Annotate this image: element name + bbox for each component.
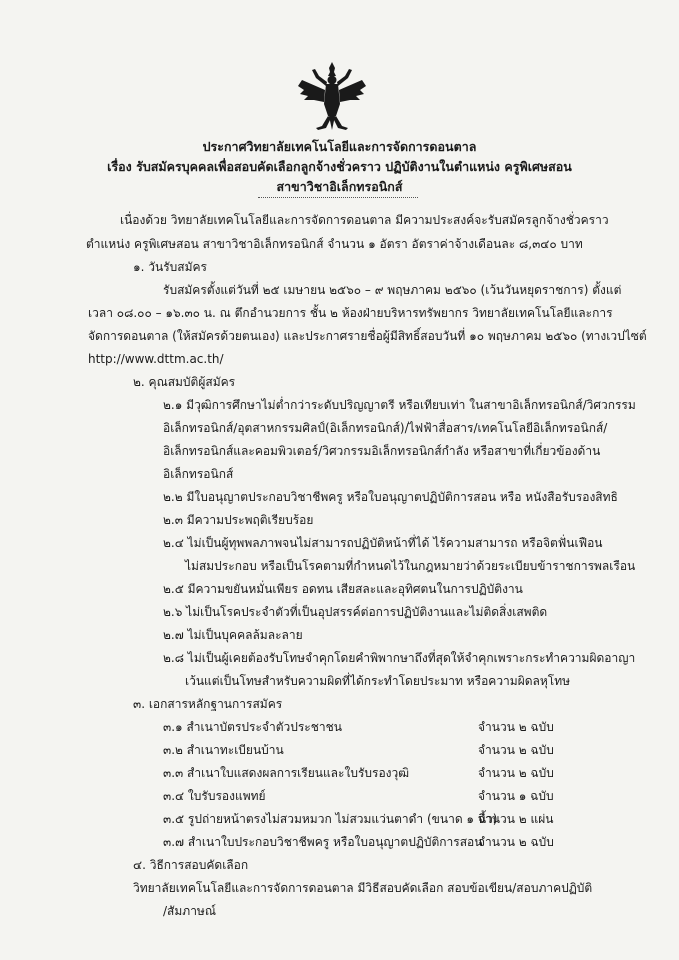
qualification-item: ๒.๒ มีใบอนุญาตประกอบวิชาชีพครู หรือใบอนุญาตปฏิบัติการสอน หรือ หนังสือรับรองสิทธิ [163,490,618,504]
section-2-title: ๒. คุณสมบัติผู้สมัคร [133,375,236,389]
section-4-text: /สัมภาษณ์ [163,904,216,918]
section-1-text: รับสมัครตั้งแต่วันที่ ๒๕ เมษายน ๒๕๖๐ – ๙ พฤษภาคม ๒๕๖๐ (เว้นวันหยุดราชการ) ตั้งแต่ [163,283,622,297]
title-divider [258,197,418,198]
document-item-label: ๓.๑ สำเนาบัตรประจำตัวประชาชน [163,720,342,734]
qualification-item: ๒.๕ มีความขยันหมั่นเพียร อดทน เสียสละและอุทิศตนในการปฏิบัติงาน [163,582,523,596]
qualification-item: ไม่สมประกอบ หรือเป็นโรคตามที่กำหนดไว้ในกฎหมายว่าด้วยระเบียบข้าราชการพลเรือน [185,559,636,573]
section-1-link: http://www.dttm.ac.th/ [88,352,224,366]
section-4-text: วิทยาลัยเทคโนโลยีและการจัดการดอนตาล มีวิธีสอบคัดเลือก สอบข้อเขียน/สอบภาคปฏิบัติ [133,881,593,895]
document-item-qty: จำนวน ๒ ฉบับ [478,720,554,734]
document-item-label: ๓.๓ สำเนาใบแสดงผลการเรียนและใบรับรองวุฒิ [163,766,410,780]
qualification-item: ๒.๘ ไม่เป็นผู้เคยต้องรับโทษจำคุกโดยคำพิพากษาถึงที่สุดให้จำคุกเพราะกระทำความผิดอาญา [163,651,636,665]
section-1-text: เวลา ๐๘.๐๐ – ๑๖.๓๐ น. ณ ตึกอำนวยการ ชั้น ๒ ห้องฝ่ายบริหารทรัพยากร วิทยาลัยเทคโนโลยีและการ [88,306,613,320]
intro-line: ตำแหน่ง ครูพิเศษสอน สาขาวิชาอิเล็กทรอนิกส์ จำนวน ๑ อัตรา อัตราค่าจ้างเดือนละ ๘,๓๔๐ บาท [86,237,583,251]
section-4-title: ๔. วิธีการสอบคัดเลือก [133,858,249,872]
document-item-label: ๓.๕ รูปถ่ายหน้าตรงไม่สวมหมวก ไม่สวมแว่นตาดำ (ขนาด ๑ นิ้ว) [163,812,498,826]
document-item-qty: จำนวน ๒ ฉบับ [478,766,554,780]
qualification-item: ๒.๑ มีวุฒิการศึกษาไม่ต่ำกว่าระดับปริญญาตรี หรือเทียบเท่า ในสาขาอิเล็กทรอนิกส์/วิศวกรรม [163,398,636,412]
document-item-qty: จำนวน ๒ แผ่น [478,812,554,826]
qualification-item: อิเล็กทรอนิกส์/อุตสาหกรรมศิลป์(อิเล็กทรอนิกส์)/ไฟฟ้าสื่อสาร/เทคโนโลยีอิเล็กทรอนิกส์/ [163,421,608,435]
document-item-label: ๓.๗ สำเนาใบประกอบวิชาชีพครู หรือใบอนุญาตปฏิบัติการสอน [163,835,483,849]
qualification-item: อิเล็กทรอนิกส์และคอมพิวเตอร์/วิศวกรรมอิเล็กทรอนิกส์กำลัง หรือสาขาที่เกี่ยวข้องด้าน [163,444,601,458]
announcement-title: ประกาศวิทยาลัยเทคโนโลยีและการจัดการดอนตาล [202,139,477,154]
intro-line: เนื่องด้วย วิทยาลัยเทคโนโลยีและการจัดการดอนตาล มีความประสงค์จะรับสมัครลูกจ้างชั่วคราว [120,213,609,227]
document-item-label: ๓.๔ ใบรับรองแพทย์ [163,789,266,803]
garuda-emblem-icon [296,60,368,132]
qualification-item: ๒.๗ ไม่เป็นบุคคลล้มละลาย [163,628,303,642]
section-3-title: ๓. เอกสารหลักฐานการสมัคร [133,697,283,711]
qualification-item: ๒.๖ ไม่เป็นโรคประจำตัวที่เป็นอุปสรรค์ต่อการปฏิบัติงานและไม่ติดสิ่งเสพติด [163,605,548,619]
qualification-item: ๒.๓ มีความประพฤติเรียบร้อย [163,513,314,527]
document-item-qty: จำนวน ๑ ฉบับ [478,789,554,803]
qualification-item: เว้นแต่เป็นโทษสำหรับความผิดที่ได้กระทำโดยประมาท หรือความผิดลหุโทษ [185,674,571,688]
announcement-department: สาขาวิชาอิเล็กทรอนิกส์ [276,179,403,194]
document-item-qty: จำนวน ๒ ฉบับ [478,743,554,757]
section-1-title: ๑. วันรับสมัคร [133,260,207,274]
section-1-text: จัดการดอนตาล (ให้สมัครด้วยตนเอง) และประกาศรายชื่อผู้มีสิทธิ์สอบวันที่ ๑๐ พฤษภาคม ๒๕๖๐ (ทางเวปไซต์ [88,329,647,343]
qualification-item: อิเล็กทรอนิกส์ [163,467,234,481]
announcement-subject: เรื่อง รับสมัครบุคคลเพื่อสอบคัดเลือกลูกจ้างชั่วคราว ปฏิบัติงานในตำแหน่ง ครูพิเศษสอน [107,159,572,174]
document-item-qty: จำนวน ๒ ฉบับ [478,835,554,849]
qualification-item: ๒.๔ ไม่เป็นผู้ทุพพลภาพจนไม่สามารถปฏิบัติหน้าที่ได้ ไร้ความสามารถ หรือจิตฟั่นเฟือน [163,536,603,550]
document-item-label: ๓.๒ สำเนาทะเบียนบ้าน [163,743,284,757]
